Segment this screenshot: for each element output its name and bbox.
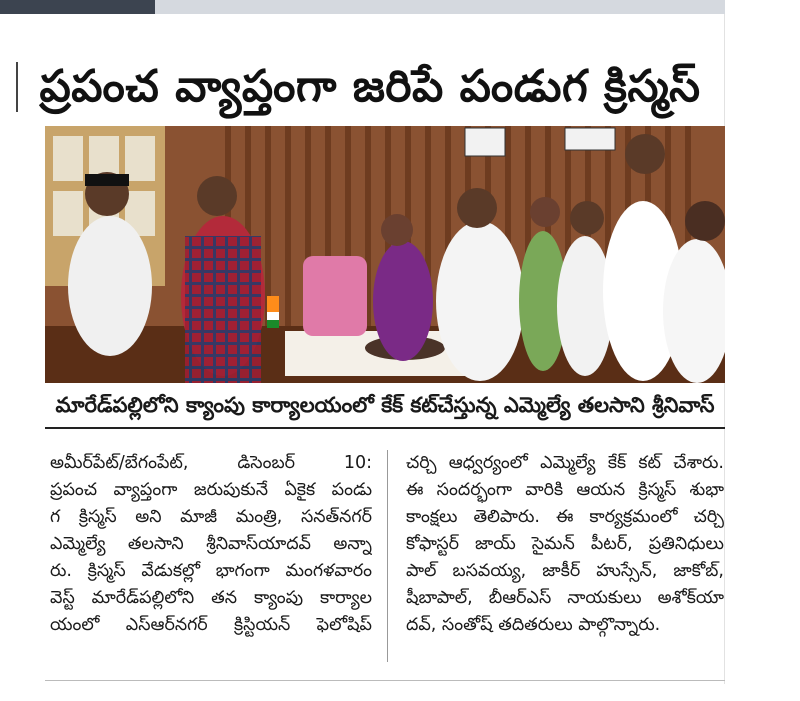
article-body-left-column: [50, 450, 372, 639]
body-line: అమీర్‌పేట్/బేగంపేట్, డిసెంబర్ 10:: [50, 453, 372, 473]
caption-divider: [45, 427, 725, 429]
photo-caption: మారేడ్‌పల్లిలోని క్యాంపు కార్యాలయంలో కేక్ కట్‌చేస్తున్న ఎమ్మెల్యే తలసాని శ్రీనివాస్: [55, 393, 715, 417]
body-line: షీబాపాల్, బీఆర్‌ఎస్ నాయకులు అశోక్‌యా: [406, 588, 724, 608]
body-line: గ క్రిస్మస్ అని మాజీ మంత్రి, సనత్‌నగర్: [50, 507, 372, 527]
body-line: వెస్ట్ మారేడ్‌పల్లిలోని తన క్యాంపు కార్యాల: [50, 588, 372, 608]
top-bar-light: [155, 0, 725, 14]
column-divider: [387, 450, 388, 662]
body-line: కాంక్షలు తెలిపారు. ఈ కార్యక్రమంలో చర్చి: [406, 507, 724, 527]
body-line: ఎమ్మెల్యే తలసాని శ్రీనివాస్‌యాదవ్ అన్నా: [50, 534, 372, 554]
article-photo: [45, 126, 725, 383]
body-line: పాల్ బసవయ్య, జాకీర్ హుస్సేన్, జాకోబ్,: [406, 561, 724, 581]
body-line: చర్చి ఆధ్వర్యంలో ఎమ్మెల్యే కేక్ కట్ చేశారు.: [406, 453, 724, 473]
headline-rule: [16, 62, 18, 112]
body-line: యంలో ఎస్‌ఆర్‌నగర్ క్రిస్టియన్ ఫెలోషిప్: [50, 615, 372, 635]
body-line: కోఫాస్టర్ జాయ్ సైమన్ పీటర్, ప్రతినిధులు: [406, 534, 724, 554]
article-headline: ప్రపంచ వ్యాప్తంగా జరిపే పండుగ క్రిస్మస్: [39, 61, 701, 112]
body-line: ప్రపంచ వ్యాప్తంగా జరుపుకునే ఏకైక పండు: [50, 480, 372, 500]
article-body-right-column: [406, 450, 724, 639]
bottom-divider: [45, 680, 725, 681]
body-line: ఈ సందర్భంగా వారికి ఆయన క్రిస్మస్ శుభా: [406, 480, 724, 500]
body-line: రు. క్రిస్మస్ వేడుకల్లో భాగంగా మంగళవారం: [50, 561, 372, 581]
body-line: దవ్, సంతోష్ తదితరులు పాల్గొన్నారు.: [406, 615, 661, 635]
top-bar-dark: [0, 0, 155, 14]
